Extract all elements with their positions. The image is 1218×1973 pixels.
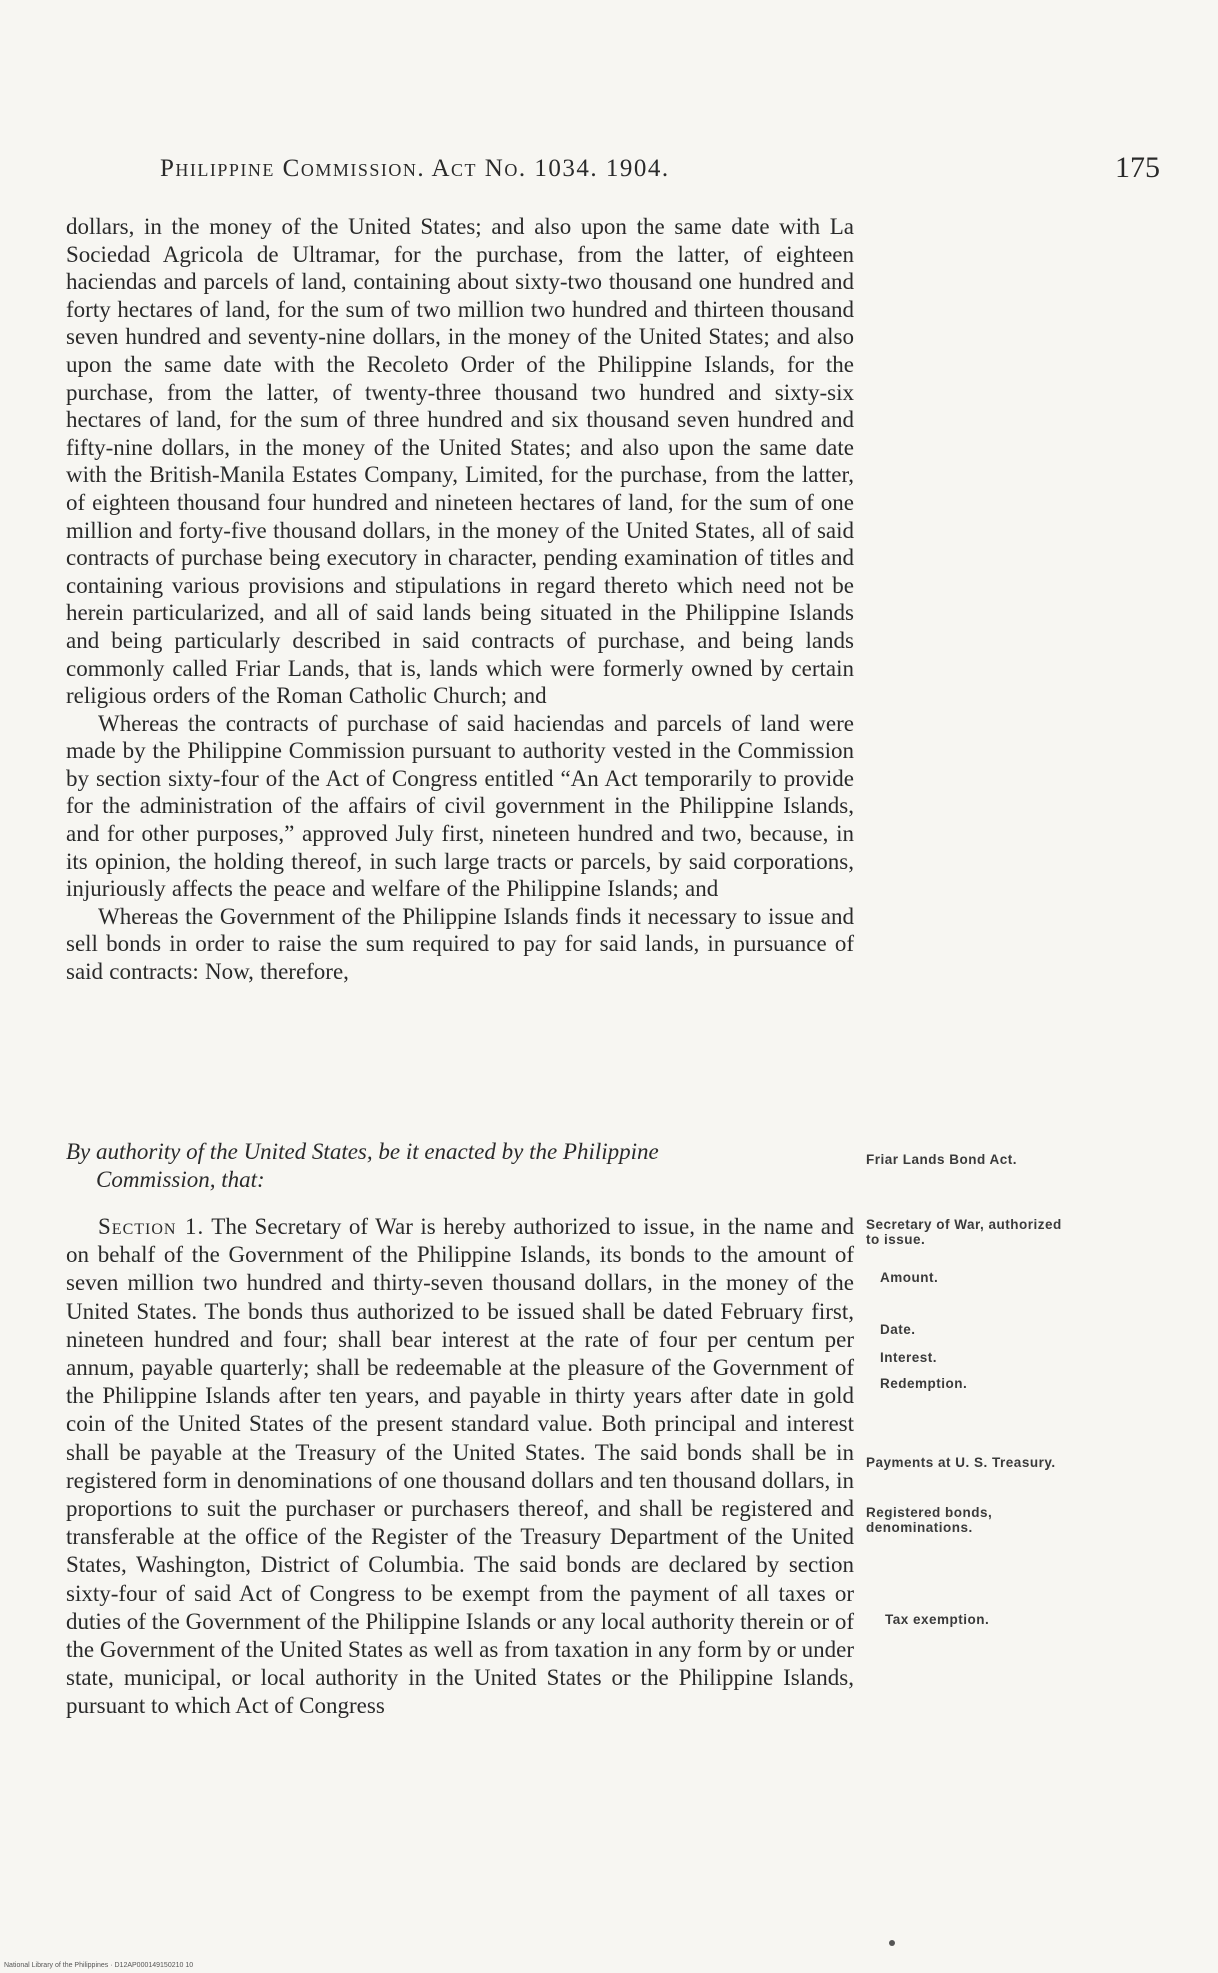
page-header [0,151,1218,191]
margin-note-registered: Registered bonds, denominations. [866,1505,993,1535]
paragraph-whereas-contracts: Whereas the contracts of purchase of said haciendas and parcels of land were made by the Philippine Commission pursuant to authority vested in the Commission by section sixty-four of the Act of Congress entitled “An Act temporarily to provide for the administration of the affairs of civil government in the Philippine Islands, and for other purposes,” approved July first, nineteen hundred and two, because, in its opinion, the holding thereof, in such large tracts or parcels, by said corporations, injuriously affects the peace and welfare of the Philippine Islands; and [66,710,854,902]
source-id: National Library of the Philippines · D12AP000149150210 10 [4,1962,194,1969]
page-mark-dot [889,1940,895,1946]
margin-note-redemption: Redemption. [880,1376,968,1391]
section-text: The Secretary of War is hereby authorized to issue, in the name and on behalf of the Government of the Philippine Islands, its bonds to the amount of seven million two hundred and thirty-seven thousand dollars, in the money of the United States. The bonds thus authorized to be issued shall be dated February first, nineteen hundred and four; shall bear interest at the rate of four per centum per annum, payable quarterly; shall be redeemable at the pleasure of the Government of the Philippine Islands after ten years, and payable in thirty years after date in gold coin of the United States of the present standard value. Both principal and interest shall be payable at the Treasury of the United States. The said bonds shall be in registered form in denominations of one thousand dollars and ten thousand dollars, in proportions to suit the purchaser or purchasers thereof, and shall be registered and transferable at the office of the Register of the Treasury Department of the United States, Washington, District of Columbia. The said bonds are declared by section sixty-four of said Act of Congress to be exempt from the payment of all taxes or duties of the Government of the Philippine Islands or any local authority therein or of the Government of the United States as well as from taxation in any form by or under state, municipal, or local authority in the United States or the Philippine Islands, pursuant to which Act of Congress [66,1214,854,1719]
margin-note-tax: Tax exemption. [885,1612,990,1627]
section-1 [66,1213,854,1721]
enacting-clause-line-1: By authority of the United States, be it enacted by the Philippine [66,1139,659,1164]
margin-note-date: Date. [880,1322,916,1337]
margin-note-amount: Amount. [880,1270,939,1285]
paragraph-whereas-bonds: Whereas the Government of the Philippine Islands finds it necessary to issue and sell bonds in order to raise the sum required to pay for said lands, in pursuance of said contracts: Now, therefore, [66,903,854,985]
paragraph-continuation: dollars, in the money of the United States; and also upon the same date with La Sociedad Agricola de Ultramar, for the purchase, from the latter, of eighteen haciendas and parcels of land, containing about sixty-two thousand one hundred and forty hectares of land, for the sum of two million two hundred and thirteen thousand seven hundred and seventy-nine dollars, in the money of the United States; and also upon the same date with the Recoleto Order of the Philippine Islands, for the purchase, from the latter, of twenty-three thousand two hundred and sixty-six hectares of land, for the sum of three hundred and six thousand seven hundred and fifty-nine dollars, in the money of the United States; and also upon the same date with the British-Manila Estates Company, Limited, for the purchase, from the latter, of eighteen thousand four hundred and nineteen hectares of land, for the sum of one million and forty-five thousand dollars, in the money of the United States, all of said contracts of purchase being executory in character, pending examination of titles and containing various provisions and stipulations in regard thereto which need not be herein particularized, and all of said lands being situated in the Philippine Islands and being particularly described in said contracts of purchase, and being lands commonly called Friar Lands, that is, lands which were formerly owned by certain religious orders of the Roman Catholic Church; and [66,214,854,709]
margin-note-payments: Payments at U. S. Treasury. [866,1455,1056,1470]
section-label: Section 1. [98,1214,205,1239]
margin-note-interest: Interest. [880,1350,938,1365]
preamble [66,213,854,986]
margin-note-friar-lands: Friar Lands Bond Act. [866,1152,1018,1167]
running-head: Philippine Commission. Act No. 1034. 1904. [160,155,670,182]
enacting-clause-line-2: Commission, that: [96,1167,265,1192]
enacting-clause [66,1138,854,1194]
margin-note-secretary: Secretary of War, authorized to issue. [866,1217,1062,1247]
page-number: 175 [1115,151,1160,184]
